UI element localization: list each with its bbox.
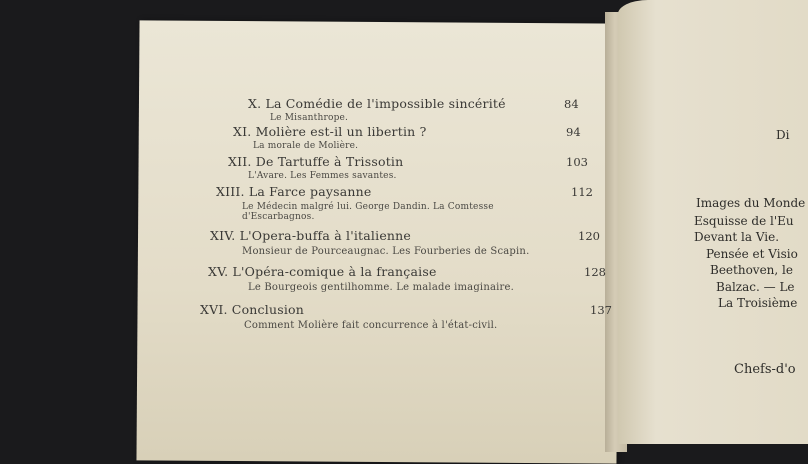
chapter-title: XI. Molière est-il un libertin ? xyxy=(233,124,427,139)
right-page-line: La Troisième xyxy=(718,296,798,310)
chapter-title: XV. L'Opéra-comique à la française xyxy=(208,264,437,279)
chapter-title: XII. De Tartuffe à Trissotin xyxy=(228,154,404,169)
chapter-title: XIII. La Farce paysanne xyxy=(216,184,372,199)
right-page-line: Devant la Vie. xyxy=(694,230,780,244)
toc-entry xyxy=(208,264,514,293)
right-page-line: Balzac. — Le xyxy=(716,280,795,294)
page-number: 112 xyxy=(571,185,593,199)
page-number: 94 xyxy=(566,125,581,139)
right-page-footer: Chefs-d'o xyxy=(734,362,796,377)
toc-entry xyxy=(248,96,506,123)
chapter-subtitle: L'Avare. Les Femmes savantes. xyxy=(248,171,397,181)
chapter-subtitle: Le Médecin malgré lui. George Dandin. La Comtesse xyxy=(242,202,494,212)
chapter-subtitle: Comment Molière fait concurrence à l'état-civil. xyxy=(244,320,498,331)
toc-entry xyxy=(216,184,494,222)
right-page-line: Images du Monde xyxy=(696,196,806,210)
chapter-title: XIV. L'Opera-buffa à l'italienne xyxy=(210,228,412,243)
right-page-line: Pensée et Visio xyxy=(706,247,798,261)
chapter-title: XVI. Conclusion xyxy=(200,302,304,317)
toc-entry xyxy=(233,124,426,151)
right-page-line: Beethoven, le xyxy=(710,263,793,277)
page-number: 128 xyxy=(584,265,606,279)
page-number: 84 xyxy=(564,97,579,111)
chapter-subtitle: Le Bourgeois gentilhomme. Le malade imaginaire. xyxy=(248,282,515,293)
toc-entry xyxy=(210,228,529,257)
page-number: 137 xyxy=(590,303,612,317)
page-number: 103 xyxy=(566,155,588,169)
page-number: 120 xyxy=(578,229,600,243)
chapter-title: X. La Comédie de l'impossible sincérité xyxy=(248,96,506,111)
chapter-subtitle-continued: d'Escarbagnos. xyxy=(242,212,315,222)
chapter-subtitle: Monsieur de Pourceaugnac. Les Fourberies de Scapin. xyxy=(242,246,530,257)
toc-entry xyxy=(228,154,403,181)
chapter-subtitle: La morale de Molière. xyxy=(253,141,359,151)
right-page-heading: Di xyxy=(776,128,790,142)
chapter-subtitle: Le Misanthrope. xyxy=(270,113,349,123)
right-page-line: Esquisse de l'Eu xyxy=(694,214,794,228)
toc-entry xyxy=(200,302,497,331)
